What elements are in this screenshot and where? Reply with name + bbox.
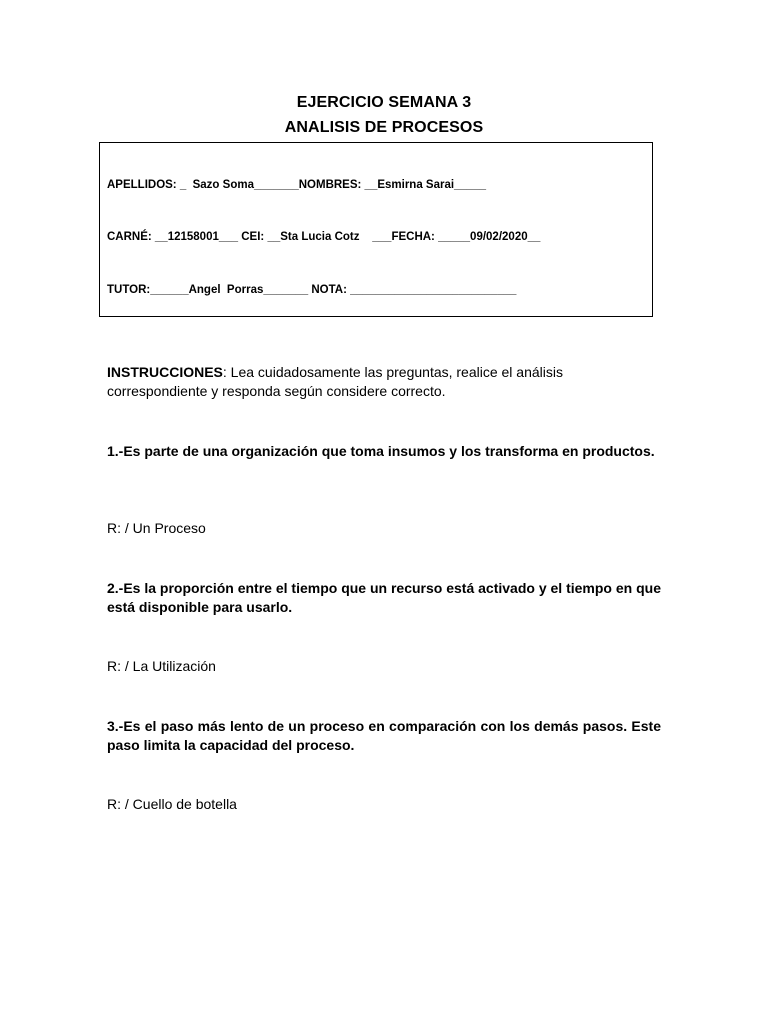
instructions-text: : Lea cuidadosamente las preguntas, realice el análisis correspondiente y responda según considere correcto. — [107, 364, 564, 399]
exercise-subtitle: ANALISIS DE PROCESOS — [284, 119, 484, 136]
student-info-box — [99, 142, 653, 317]
info-line-id-date: CARNÉ: __12158001___ CEI: __Sta Lucia Cotz ___FECHA: _____09/02/2020__ — [107, 231, 541, 243]
instructions-label: INSTRUCCIONES — [107, 364, 223, 380]
info-line-tutor-grade: TUTOR:______Angel Porras_______ NOTA: __________________________ — [107, 284, 517, 296]
question-1: 1.-Es parte de una organización que toma insumos y los transforma en productos. — [107, 443, 655, 459]
instructions-paragraph — [107, 363, 667, 401]
info-line-names: APELLIDOS: _ Sazo Soma_______NOMBRES: __Esmirna Sarai_____ — [107, 179, 487, 191]
answer-2: R: / La Utilización — [107, 658, 216, 674]
question-2: 2.-Es la proporción entre el tiempo que un recurso está activado y el tiempo en que está disponible para usarlo. — [107, 580, 661, 615]
answer-3: R: / Cuello de botella — [107, 796, 237, 812]
exercise-title: EJERCICIO SEMANA 3 — [296, 94, 472, 111]
question-3: 3.-Es el paso más lento de un proceso en comparación con los demás pasos. Este paso limita la capacidad del proceso. — [107, 718, 661, 753]
answer-1: R: / Un Proceso — [107, 520, 206, 536]
